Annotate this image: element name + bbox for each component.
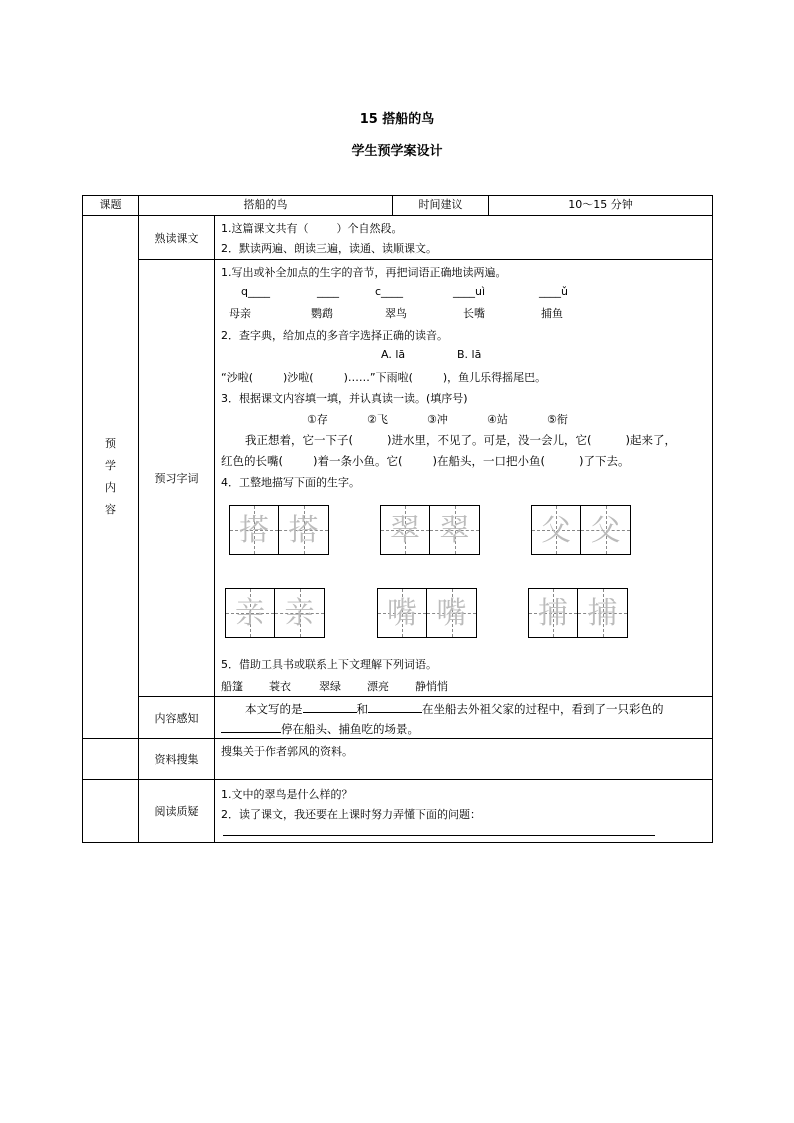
q3-para2 — [221, 453, 629, 469]
q3-para1 — [245, 432, 676, 448]
feel-line1-a: 本文写的是 — [245, 702, 303, 716]
pinyin-word: 翠鸟 — [385, 307, 407, 320]
verb-option: ①存 — [307, 413, 328, 426]
feel-line1-b: 和 — [356, 702, 368, 716]
writing-grid[interactable] — [528, 588, 628, 638]
q3-para1-a: 我正想着，它一下子( — [245, 433, 353, 447]
trace-char: 亲 — [235, 596, 265, 631]
side-label-char: 容 — [105, 503, 116, 516]
answer-line[interactable] — [223, 835, 655, 836]
trace-char: 父 — [590, 513, 621, 548]
q3-para2-a: 红色的长嘴( — [221, 454, 283, 468]
feel-content — [215, 697, 713, 739]
question-content — [215, 780, 713, 843]
answer-blank[interactable] — [303, 712, 357, 713]
answer-blank[interactable] — [368, 712, 422, 713]
words-q2: 2．查字典，给加点的多音字选择正确的读音。 — [221, 329, 448, 342]
trace-char: 搭 — [239, 513, 269, 548]
read-label: 熟读课文 — [139, 216, 215, 260]
pinyin-word: 母亲 — [229, 307, 251, 320]
feel-line1 — [245, 701, 664, 717]
writing-grid[interactable] — [225, 588, 325, 638]
time-value: 10～15 分钟 — [489, 196, 713, 216]
pinyin-blank[interactable]: c____ — [375, 285, 404, 298]
pinyin-word: 鹦鹉 — [311, 307, 333, 320]
q2-sentence-a: “沙啦( — [221, 371, 253, 384]
lesson-title: 15 搭船的鸟 — [359, 112, 435, 127]
q3-para2-c: )在船头，一口把小鱼( — [432, 454, 545, 468]
trace-char: 捕 — [587, 596, 618, 631]
writing-grid[interactable] — [531, 505, 631, 555]
vocab-word: 漂亮 — [367, 680, 389, 693]
writing-grid[interactable] — [380, 505, 480, 555]
vocab-word: 静悄悄 — [415, 680, 448, 693]
trace-char: 亲 — [284, 596, 315, 631]
trace-char: 捕 — [538, 596, 568, 631]
option-a: A. lā — [381, 348, 406, 361]
words-q5: 5．借助工具书或联系上下文理解下列词语。 — [221, 658, 437, 671]
side-label — [83, 216, 139, 739]
feel-label: 内容感知 — [139, 697, 215, 739]
q3-para1-c: )起来了， — [625, 433, 676, 447]
read-line1-b: ）个自然段。 — [336, 222, 403, 235]
read-line1-a: 1.这篇课文共有（ — [221, 222, 309, 235]
verb-option: ④站 — [487, 413, 508, 426]
side-label-char: 内 — [105, 481, 116, 494]
plan-table — [82, 195, 713, 843]
question-label: 阅读质疑 — [139, 780, 215, 843]
feel-line1-c: 在坐船去外祖父家的过程中，看到了一只彩色的 — [422, 702, 664, 716]
trace-char: 嘴 — [387, 596, 417, 631]
topic-value: 搭船的鸟 — [139, 196, 393, 216]
read-content — [215, 216, 713, 260]
pinyin-blank[interactable]: ____uì — [453, 285, 486, 298]
writing-grid[interactable] — [229, 505, 329, 555]
trace-char: 翠 — [390, 513, 420, 548]
read-line2: 2．默读两遍、朗读三遍，读通、读顺课文。 — [221, 242, 437, 255]
option-b: B. lā — [457, 348, 482, 361]
vocab-word: 蓑衣 — [269, 680, 291, 693]
pinyin-word: 长嘴 — [463, 307, 485, 320]
verb-option: ③冲 — [427, 413, 448, 426]
question-q2: 2．读了课文，我还要在上课时努力弄懂下面的问题： — [221, 808, 481, 821]
words-q1: 1.写出或补全加点的生字的音节，再把词语正确地读两遍。 — [221, 266, 507, 279]
feel-line2-text: 停在船头、捕鱼吃的场景。 — [281, 722, 419, 736]
words-q4: 4．工整地描写下面的生字。 — [221, 476, 360, 489]
pinyin-blank[interactable]: q____ — [241, 285, 270, 298]
trace-char: 翠 — [439, 513, 470, 548]
collect-content — [215, 739, 713, 780]
topic-label: 课题 — [83, 196, 139, 216]
verb-option: ⑤衔 — [547, 413, 568, 426]
pinyin-word: 捕鱼 — [541, 307, 563, 320]
feel-line2 — [221, 721, 419, 737]
q3-para1-b: )进水里，不见了。可是，没一会儿，它( — [387, 433, 592, 447]
q2-sentence-d: )，鱼儿乐得摇尾巴。 — [442, 371, 547, 384]
q3-para2-d: )了下去。 — [578, 454, 630, 468]
verb-option: ②飞 — [367, 413, 388, 426]
pinyin-blank[interactable]: ____ — [317, 285, 339, 298]
words-q3: 3．根据课文内容填一填，并认真读一读。(填序号) — [221, 392, 468, 405]
page-subtitle: 学生预学案设计 — [351, 144, 443, 159]
time-label: 时间建议 — [393, 196, 489, 216]
q2-sentence — [221, 369, 546, 385]
trace-char: 父 — [541, 513, 571, 548]
collect-label: 资料搜集 — [139, 739, 215, 780]
info-row — [83, 196, 713, 216]
words-content — [215, 260, 713, 697]
q2-sentence-b: )沙啦( — [283, 371, 314, 384]
collect-text: 搜集关于作者郭风的资料。 — [221, 745, 353, 758]
trace-char: 嘴 — [436, 596, 467, 631]
vocab-word: 船篷 — [221, 680, 243, 693]
question-q1: 1.文中的翠鸟是什么样的？ — [221, 788, 353, 801]
q2-sentence-c: )……”下雨啦( — [343, 371, 413, 384]
side-label-char: 学 — [105, 459, 116, 472]
q3-para2-b: )着一条小鱼。它( — [313, 454, 403, 468]
vocab-word: 翠绿 — [319, 680, 341, 693]
side-label-char: 预 — [105, 437, 116, 450]
trace-char: 搭 — [288, 513, 319, 548]
writing-grid[interactable] — [377, 588, 477, 638]
answer-blank[interactable] — [221, 732, 281, 733]
words-label: 预习字词 — [139, 260, 215, 697]
pinyin-blank[interactable]: ____ǔ — [539, 285, 568, 298]
